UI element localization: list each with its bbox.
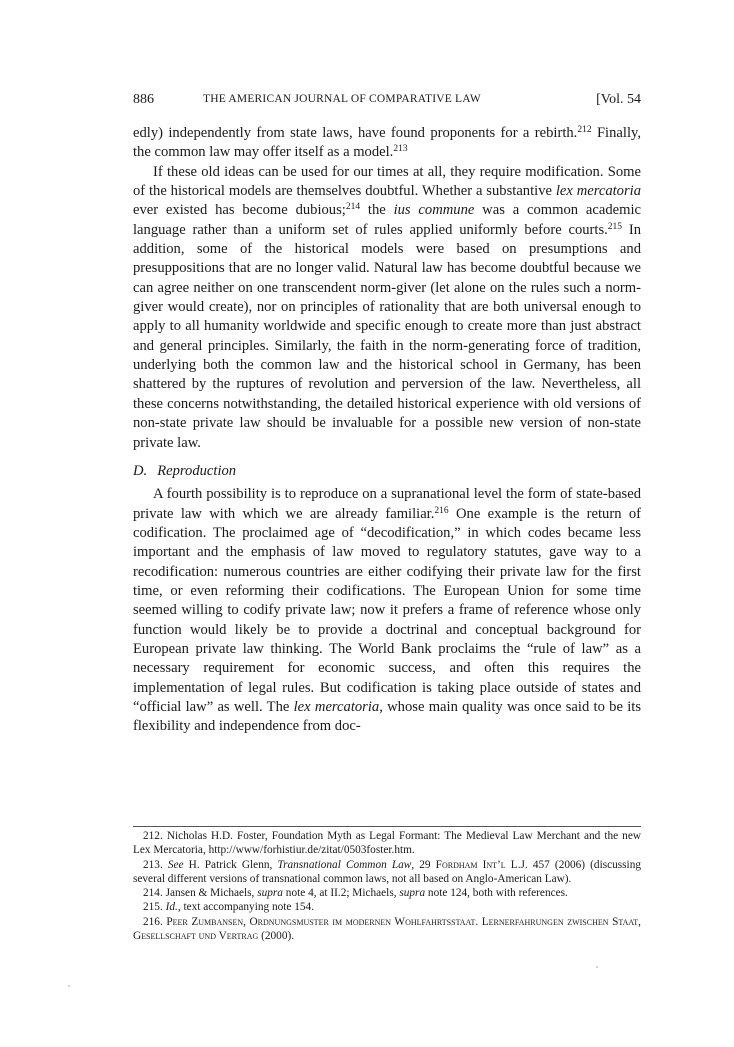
text-run: In addition, some of the historical models were based on presumptions and presuppositions that are no longer valid. Natural law has become doubtful because we can agree neither on one transcendent norm-giver (let alone on the rules such a norm-giver would create), nor on principles of rationality that are both universal enough to apply to all humanity worldwide and specific enough to create more than just abstract and general principles. Similarly, the faith in the norm-generating force of tradition, underlying both the common law and the historical school in Germany, has been shattered by the ruptures of revolution and perversion of the law. Nevertheless, all these concerns notwithstanding, the detailed historical experience with old versions of non-state private law should be invaluable for a possible new version of non-state private law. xyxy=(133,221,642,451)
section-heading xyxy=(133,462,641,481)
text-run: A fourth possibility is to reproduce on a supranational level the form of state-based private law with which we are already familiar. xyxy=(133,486,641,522)
section-letter: D. xyxy=(133,462,148,479)
text-run: was a common academic language rather than a uniform set of rules applied uniformly before courts. xyxy=(133,202,641,238)
footnote-divider xyxy=(133,826,641,827)
footnote-215 xyxy=(133,900,641,914)
journal-name: Fordham Int’l L.J. xyxy=(435,858,528,871)
paragraph-1 xyxy=(133,124,641,163)
text-run: edly) independently from state laws, have found proponents for a rebirth. xyxy=(133,125,578,141)
footnote-ref-216: 216 xyxy=(434,505,449,516)
running-header xyxy=(133,92,641,112)
footnote-ref-212: 212 xyxy=(577,125,592,135)
footnote-213 xyxy=(133,858,641,887)
text-run: H. Patrick Glenn, xyxy=(183,858,278,871)
text-run: One example is the return of codification. The proclaimed age of “decodification,” in which codes became less important and the emphasis of law moved to regulatory statutes, gave way to a recodification: numerous countries are either codifying their private law for the first time, or even reforming their codifications. The European Union for some time seemed willing to codify private law; now it prefers a frame of reference whose only function would likely be to provide a doctrinal and conceptual background for European private law thinking. The World Bank proclaims the “rule of law” as a necessary requirement for economic success, and often this requires the implementation of legal rules. But codification is taking place outside of states and “official law” as well. The xyxy=(133,505,641,715)
volume-label: [Vol. 54 xyxy=(596,92,641,107)
footnote-number: 213. xyxy=(143,858,163,871)
text-run: , text accompanying note 154. xyxy=(177,901,315,914)
book-citation: Peer Zumbansen, Ordnungsmuster im modernen Wohlfahrtsstaat. Lernerfahrungen zwischen Staat, Gesellschaft und Vertrag (2000). xyxy=(133,915,642,943)
footnote-216 xyxy=(133,915,641,944)
text-run: If these old ideas can be used for our times at all, they require modification. Some of the historical models are themselves doubtful. Whether a substantive xyxy=(133,163,641,200)
section-title: Reproduction xyxy=(157,462,237,479)
scan-speck xyxy=(596,966,598,968)
article-title: Transnational Common Law xyxy=(277,858,412,871)
scan-speck xyxy=(68,985,70,987)
text-run: , 29 xyxy=(411,858,436,871)
journal-title: THE AMERICAN JOURNAL OF COMPARATIVE LAW xyxy=(203,93,481,105)
text-run: Finally, the common law may offer itself as a model. xyxy=(133,125,641,161)
paragraph-2 xyxy=(133,163,641,453)
footnotes xyxy=(133,829,641,943)
signal-see: See xyxy=(167,858,184,871)
text-run: ever existed has become dubious; xyxy=(133,202,346,219)
term-lex-mercatoria: lex mercatoria xyxy=(555,183,641,200)
text-run: 457 (2006) (discussing several different versions of transnational common laws, not all based on Anglo-American Law). xyxy=(133,858,641,885)
paragraph-3 xyxy=(133,485,641,736)
text-run: the xyxy=(360,202,394,219)
term-ius-commune: ius commune xyxy=(393,202,475,219)
footnote-number: 215. xyxy=(143,901,163,914)
footnote-212: 212. Nicholas H.D. Foster, Foundation Myth as Legal Formant: The Medieval Law Merchant and the new Lex Mercatoria, http://www/forhistiur.de/zitat/0503foster.htm. xyxy=(133,830,641,857)
footnote-ref-214: 214 xyxy=(345,202,361,213)
page-number: 886 xyxy=(133,92,154,107)
signal-id: Id. xyxy=(165,901,178,914)
text-run: note 4, at II.2; Michaels, xyxy=(282,887,400,900)
main-text xyxy=(133,124,641,737)
footnote-ref-213: 213 xyxy=(393,144,408,155)
signal-supra: supra xyxy=(257,887,283,900)
text-run: 214. Jansen & Michaels, xyxy=(143,887,258,900)
footnote-214 xyxy=(133,886,641,900)
term-lex-mercatoria: lex mercatoria, xyxy=(293,698,383,715)
text-run: note 124, both with references. xyxy=(425,887,568,900)
signal-supra: supra xyxy=(399,887,426,900)
footnote-number: 216. xyxy=(143,915,163,928)
footnote-ref-215: 215 xyxy=(607,221,623,232)
text-run: whose main quality was once said to be its flexibility and independence from doc- xyxy=(133,698,641,735)
